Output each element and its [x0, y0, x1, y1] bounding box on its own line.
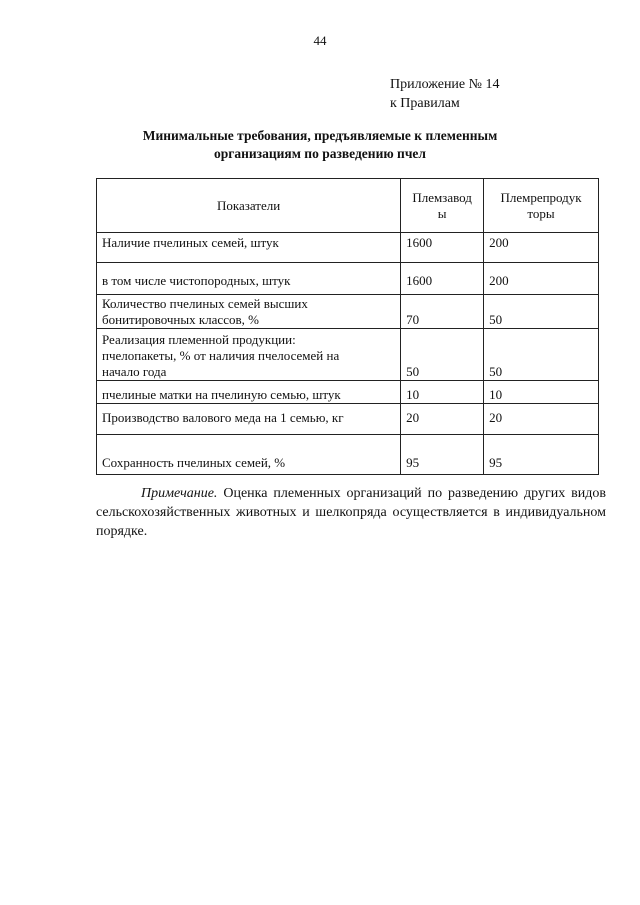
row-label: Реализация племенной продукции: пчелопакеты, % от наличия пчелосемей на начало года — [97, 329, 401, 381]
note-label: Примечание. — [141, 486, 218, 501]
row-value-2: 200 — [484, 233, 599, 263]
row-value-2: 50 — [484, 329, 599, 381]
page-number: 44 — [313, 33, 327, 48]
row-value-2: 95 — [484, 435, 599, 475]
header-breeding-reproducers: Племрепродук торы — [484, 179, 599, 233]
row-label: Производство валового меда на 1 семью, кг — [97, 404, 401, 435]
row-label: Наличие пчелиных семей, штук — [97, 233, 401, 263]
note-text: Оценка племенных организаций по разведению других видов сельскохозяйственных животных и шелкопряда осуществляется в индивидуальном порядке. — [96, 486, 606, 539]
row-value-2: 50 — [484, 295, 599, 329]
table-row — [97, 233, 599, 263]
row-value-1: 95 — [401, 435, 484, 475]
row-label: пчелиные матки на пчелиную семью, штук — [97, 381, 401, 404]
row-value-1: 1600 — [401, 233, 484, 263]
table-row — [97, 381, 599, 404]
row-label: Количество пчелиных семей высших бонитировочных классов, % — [97, 295, 401, 329]
appendix-rules: к Правилам — [390, 96, 460, 111]
header-breeding-plants: Племзавод ы — [401, 179, 484, 233]
document-title — [100, 127, 540, 163]
row-value-1: 50 — [401, 329, 484, 381]
row-value-1: 20 — [401, 404, 484, 435]
row-label: Сохранность пчелиных семей, % — [97, 435, 401, 475]
table-row — [97, 295, 599, 329]
row-value-2: 20 — [484, 404, 599, 435]
table-row — [97, 404, 599, 435]
appendix-number: Приложение № 14 — [390, 77, 500, 92]
header-indicators: Показатели — [97, 179, 401, 233]
row-value-2: 200 — [484, 263, 599, 295]
row-value-2: 10 — [484, 381, 599, 404]
table-row — [97, 329, 599, 381]
table-header-row — [97, 179, 599, 233]
appendix-reference — [390, 75, 500, 113]
table-row — [97, 435, 599, 475]
row-value-1: 1600 — [401, 263, 484, 295]
requirements-table — [96, 178, 599, 475]
note-paragraph — [96, 484, 606, 541]
row-label: в том числе чистопородных, штук — [97, 263, 401, 295]
title-line-2: организациям по разведению пчел — [213, 146, 427, 161]
table-row — [97, 263, 599, 295]
title-line-1: Минимальные требования, предъявляемые к племенным — [142, 128, 498, 143]
row-value-1: 70 — [401, 295, 484, 329]
row-value-1: 10 — [401, 381, 484, 404]
